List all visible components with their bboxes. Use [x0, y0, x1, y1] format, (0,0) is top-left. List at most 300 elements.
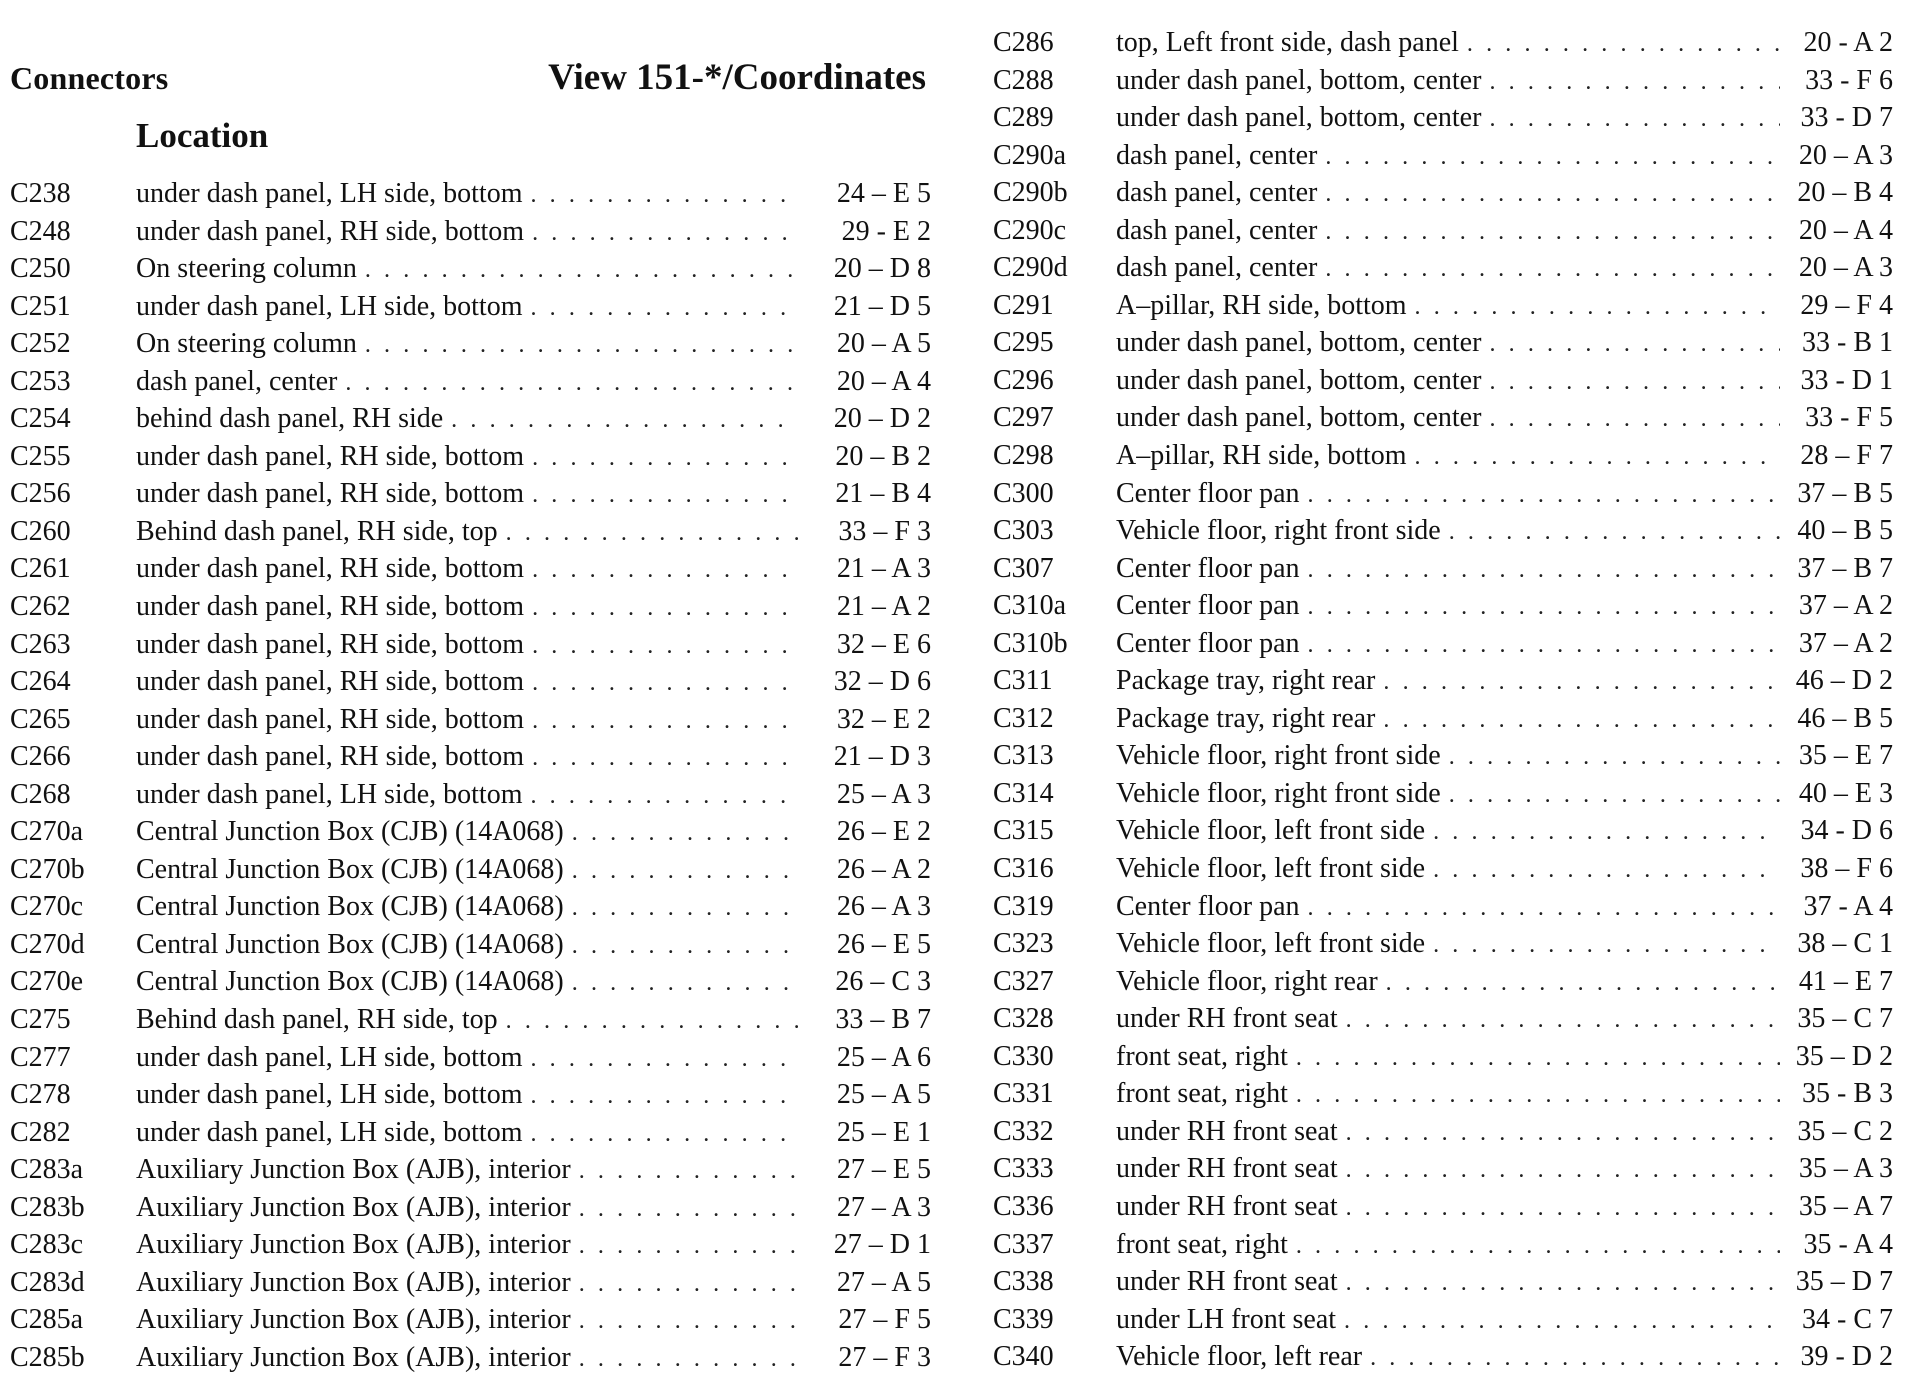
connector-location — [1116, 1000, 1780, 1040]
connector-row — [10, 851, 930, 889]
connector-id: C290a — [993, 139, 1067, 171]
connector-coordinate: 27 – E 5 — [836, 1154, 931, 1186]
connector-id: C278 — [10, 1079, 71, 1111]
connector-id: C270a — [10, 816, 84, 848]
connector-id: C251 — [10, 290, 71, 322]
dot-leader — [1296, 1228, 1780, 1266]
connectors-heading: Connectors — [10, 60, 169, 96]
connector-location — [136, 1189, 798, 1229]
connector-location — [136, 213, 798, 253]
connector-row — [993, 475, 1903, 513]
connector-row — [993, 249, 1903, 287]
connector-location — [136, 888, 798, 928]
connector-location — [1116, 475, 1780, 515]
connector-coordinate: 21 – A 2 — [836, 591, 931, 623]
connector-location — [136, 550, 798, 590]
connector-coordinate: 40 – E 3 — [1798, 777, 1893, 809]
connector-id: C313 — [993, 740, 1054, 772]
connector-row — [993, 137, 1903, 175]
connector-coordinate: 35 - B 3 — [1802, 1078, 1893, 1110]
connector-row — [10, 213, 930, 251]
connector-id: C290c — [993, 214, 1067, 246]
connector-id: C319 — [993, 890, 1054, 922]
connector-coordinate: 26 – C 3 — [835, 966, 931, 998]
dot-leader — [1308, 589, 1781, 627]
connector-location — [1116, 1301, 1780, 1341]
connector-id: C290b — [993, 177, 1068, 209]
connector-id: C283d — [10, 1266, 85, 1298]
connector-row — [10, 926, 930, 964]
connector-location-text: dash panel, center — [1116, 177, 1318, 209]
connector-location-text: under LH front seat — [1116, 1303, 1337, 1335]
connector-row — [993, 174, 1903, 212]
connector-location — [136, 438, 798, 478]
connector-id: C328 — [993, 1003, 1054, 1035]
dot-leader — [532, 477, 798, 515]
connector-coordinate: 20 – B 4 — [1797, 177, 1893, 209]
connector-location-text: under dash panel, RH side, bottom — [136, 478, 525, 510]
dot-leader — [1489, 326, 1780, 364]
dot-leader — [1308, 890, 1781, 928]
connector-row — [10, 1076, 930, 1114]
dot-leader — [365, 327, 798, 365]
dot-leader — [1370, 1340, 1780, 1378]
dot-leader — [1346, 1190, 1780, 1228]
connector-location-text: Behind dash panel, RH side, top — [136, 1004, 498, 1036]
connector-location — [136, 363, 798, 403]
connector-id: C265 — [10, 703, 71, 735]
connector-coordinate: 35 – D 2 — [1795, 1040, 1893, 1072]
connector-row — [993, 512, 1903, 550]
connector-row — [10, 626, 930, 664]
connector-row — [10, 400, 930, 438]
connector-row — [993, 737, 1903, 775]
connector-id: C260 — [10, 515, 71, 547]
connector-id: C255 — [10, 440, 71, 472]
connector-location-text: under dash panel, bottom, center — [1116, 102, 1482, 134]
dot-leader — [1449, 514, 1780, 552]
dot-leader — [1308, 477, 1781, 515]
connector-location — [136, 288, 798, 328]
connector-location — [136, 963, 798, 1003]
connector-location-text: under dash panel, bottom, center — [1116, 64, 1482, 96]
dot-leader — [1383, 702, 1780, 740]
connector-location-text: under RH front seat — [1116, 1153, 1338, 1185]
connector-coordinate: 35 – A 7 — [1798, 1190, 1893, 1222]
connector-coordinate: 38 – F 6 — [1800, 853, 1893, 885]
connector-location — [1116, 137, 1780, 177]
connector-row — [10, 1001, 930, 1039]
connector-location — [1116, 700, 1780, 740]
connector-row — [993, 850, 1903, 888]
dot-leader — [451, 402, 798, 440]
connector-location — [1116, 1150, 1780, 1190]
connector-location-text: under dash panel, bottom, center — [1116, 327, 1482, 359]
connector-location-text: under dash panel, RH side, bottom — [136, 553, 525, 585]
connector-id: C288 — [993, 64, 1054, 96]
connector-coordinate: 35 – A 3 — [1798, 1153, 1893, 1185]
connector-row — [993, 1263, 1903, 1301]
connector-location — [1116, 662, 1780, 702]
connector-location-text: Auxiliary Junction Box (AJB), interior — [136, 1304, 571, 1336]
dot-leader — [1433, 852, 1780, 890]
connector-location — [1116, 287, 1780, 327]
connector-coordinate: 34 - D 6 — [1800, 815, 1893, 847]
connector-row — [993, 1338, 1903, 1376]
connector-location — [1116, 737, 1780, 777]
connector-coordinate: 37 – B 7 — [1797, 552, 1893, 584]
connector-location-text: under dash panel, bottom, center — [1116, 364, 1482, 396]
connector-row — [10, 250, 930, 288]
dot-leader — [579, 1341, 798, 1379]
dot-leader — [530, 1041, 798, 1079]
connector-id: C270b — [10, 853, 85, 885]
connector-row — [10, 888, 930, 926]
connector-row — [993, 625, 1903, 663]
dot-leader — [572, 928, 798, 966]
connector-id: C290d — [993, 252, 1068, 284]
connector-location-text: front seat, right — [1116, 1228, 1288, 1260]
connector-id: C289 — [993, 102, 1054, 134]
connector-location — [1116, 775, 1780, 815]
connector-row — [993, 437, 1903, 475]
connector-location-text: Auxiliary Junction Box (AJB), interior — [136, 1229, 571, 1261]
dot-leader — [1467, 26, 1780, 64]
connector-id: C295 — [993, 327, 1054, 359]
connector-id: C270c — [10, 891, 84, 923]
connector-location-text: Auxiliary Junction Box (AJB), interior — [136, 1266, 571, 1298]
connector-coordinate: 21 – A 3 — [836, 553, 931, 585]
connector-id: C332 — [993, 1115, 1054, 1147]
connector-id: C338 — [993, 1266, 1054, 1298]
connector-location-text: Auxiliary Junction Box (AJB), interior — [136, 1191, 571, 1223]
connector-location-text: under dash panel, LH side, bottom — [136, 290, 523, 322]
connector-id: C311 — [993, 665, 1053, 697]
connector-id: C316 — [993, 853, 1054, 885]
connector-location-text: Central Junction Box (CJB) (14A068) — [136, 891, 564, 923]
connector-location-text: front seat, right — [1116, 1040, 1288, 1072]
connector-coordinate: 27 – D 1 — [833, 1229, 931, 1261]
dot-leader — [1344, 1303, 1780, 1341]
connector-location-text: Center floor pan — [1116, 590, 1300, 622]
connector-location-text: under dash panel, LH side, bottom — [136, 1079, 523, 1111]
connector-location — [1116, 437, 1780, 477]
connector-row — [993, 662, 1903, 700]
dot-leader — [1346, 1115, 1780, 1153]
connector-id: C238 — [10, 178, 71, 209]
connector-location-text: under dash panel, LH side, bottom — [136, 178, 523, 209]
connector-location-text: behind dash panel, RH side — [136, 403, 444, 435]
dot-leader — [1325, 176, 1780, 214]
connector-row — [993, 700, 1903, 738]
connector-location-text: Central Junction Box (CJB) (14A068) — [136, 853, 564, 885]
connector-row — [10, 513, 930, 551]
connector-location — [136, 513, 798, 553]
connector-coordinate: 39 - D 2 — [1800, 1341, 1893, 1373]
connector-location-text: under dash panel, RH side, bottom — [136, 666, 525, 698]
dot-leader — [572, 853, 798, 891]
connector-location-text: A–pillar, RH side, bottom — [1116, 289, 1407, 321]
dot-leader — [1489, 101, 1780, 139]
connector-id: C256 — [10, 478, 71, 510]
connector-row — [10, 701, 930, 739]
connector-coordinate: 20 – A 4 — [1798, 214, 1893, 246]
connector-location — [1116, 1226, 1780, 1266]
connector-row — [993, 362, 1903, 400]
connector-location-text: under dash panel, RH side, bottom — [136, 215, 525, 247]
dot-leader — [506, 515, 798, 553]
connector-id: C339 — [993, 1303, 1054, 1335]
connector-location-text: Auxiliary Junction Box (AJB), interior — [136, 1154, 571, 1186]
dot-leader — [532, 703, 798, 741]
location-heading: Location — [136, 116, 269, 155]
connector-id: C283c — [10, 1229, 84, 1261]
dot-leader — [365, 252, 798, 290]
connector-coordinate: 20 - A 2 — [1803, 27, 1893, 58]
connector-location-text: Vehicle floor, left front side — [1116, 815, 1426, 847]
connector-id: C262 — [10, 591, 71, 623]
connector-id: C286 — [993, 27, 1054, 58]
connector-coordinate: 33 – F 3 — [838, 515, 931, 547]
connector-id: C263 — [10, 628, 71, 660]
connector-location — [1116, 550, 1780, 590]
connector-id: C248 — [10, 215, 71, 247]
dot-leader — [532, 552, 798, 590]
connector-id: C315 — [993, 815, 1054, 847]
connector-coordinate: 25 – A 6 — [836, 1041, 931, 1073]
connector-row — [10, 663, 930, 701]
dot-leader — [530, 1078, 798, 1116]
connector-coordinate: 35 – C 7 — [1797, 1003, 1893, 1035]
connector-location-text: A–pillar, RH side, bottom — [1116, 440, 1407, 472]
connector-coordinate: 21 – D 3 — [833, 741, 931, 773]
dot-leader — [1296, 1077, 1780, 1115]
connector-location — [1116, 888, 1780, 928]
dot-leader — [1415, 439, 1780, 477]
dot-leader — [579, 1266, 798, 1304]
connector-row — [993, 1075, 1903, 1113]
connector-location — [136, 926, 798, 966]
dot-leader — [530, 290, 798, 328]
connector-row — [993, 287, 1903, 325]
connector-id: C314 — [993, 777, 1054, 809]
connector-location-text: under dash panel, RH side, bottom — [136, 591, 525, 623]
connector-id: C270e — [10, 966, 84, 998]
connector-location-text: under RH front seat — [1116, 1190, 1338, 1222]
connector-id: C330 — [993, 1040, 1054, 1072]
connector-row — [10, 550, 930, 588]
connector-coordinate: 21 – B 4 — [835, 478, 931, 510]
connector-coordinate: 20 – A 3 — [1798, 252, 1893, 284]
connector-location — [1116, 587, 1780, 627]
connector-coordinate: 37 – A 2 — [1798, 627, 1893, 659]
connector-location-text: under dash panel, RH side, bottom — [136, 741, 525, 773]
connector-coordinate: 25 – E 1 — [836, 1116, 931, 1148]
connector-location-text: Center floor pan — [1116, 890, 1300, 922]
connector-location-text: Auxiliary Junction Box (AJB), interior — [136, 1341, 571, 1373]
connector-location — [136, 663, 798, 703]
dot-leader — [1296, 1040, 1780, 1078]
dot-leader — [1325, 214, 1780, 252]
connector-coordinate: 21 – D 5 — [833, 290, 931, 322]
connector-id: C298 — [993, 440, 1054, 472]
dot-leader — [572, 890, 798, 928]
connector-id: C266 — [10, 741, 71, 773]
connector-coordinate: 26 – A 3 — [836, 891, 931, 923]
connector-location-text: dash panel, center — [1116, 139, 1318, 171]
connector-coordinate: 33 - D 7 — [1800, 102, 1893, 134]
connector-location — [136, 1001, 798, 1041]
connector-location — [1116, 174, 1780, 214]
connector-coordinate: 35 – E 7 — [1798, 740, 1893, 772]
connector-row — [993, 62, 1903, 100]
connector-location-text: under RH front seat — [1116, 1115, 1338, 1147]
connector-row — [10, 738, 930, 776]
connector-location — [1116, 812, 1780, 852]
connector-coordinate: 35 – D 7 — [1795, 1266, 1893, 1298]
connector-location-text: top, Left front side, dash panel — [1116, 27, 1459, 58]
connector-location — [1116, 249, 1780, 289]
connector-id: C285a — [10, 1304, 84, 1336]
connector-coordinate: 26 – E 5 — [836, 928, 931, 960]
connector-coordinate: 32 – D 6 — [833, 666, 931, 698]
dot-leader — [532, 440, 798, 478]
connector-id: C291 — [993, 289, 1054, 321]
connector-row — [10, 776, 930, 814]
connector-row — [993, 775, 1903, 813]
connector-location-text: Package tray, right rear — [1116, 665, 1376, 697]
connector-location — [1116, 850, 1780, 890]
connector-coordinate: 37 - A 4 — [1803, 890, 1893, 922]
connector-coordinate: 46 – D 2 — [1795, 665, 1893, 697]
connector-row — [993, 1226, 1903, 1264]
connector-coordinate: 29 – F 4 — [1800, 289, 1893, 321]
connector-location-text: Vehicle floor, left front side — [1116, 853, 1426, 885]
connector-location — [136, 776, 798, 816]
connector-coordinate: 33 - D 1 — [1800, 364, 1893, 396]
dot-leader — [1489, 364, 1780, 402]
connector-id: C296 — [993, 364, 1054, 396]
connector-id: C275 — [10, 1004, 71, 1036]
connector-coordinate: 46 – B 5 — [1797, 702, 1893, 734]
connector-row — [10, 813, 930, 851]
dot-leader — [532, 590, 798, 628]
connector-location-text: Vehicle floor, right rear — [1116, 965, 1378, 997]
connector-row — [993, 324, 1903, 362]
connector-row — [993, 24, 1903, 62]
connector-location — [136, 1264, 798, 1304]
connector-id: C336 — [993, 1190, 1054, 1222]
connector-location-text: dash panel, center — [1116, 214, 1318, 246]
dot-leader — [1433, 927, 1780, 965]
connector-location-text: under dash panel, RH side, bottom — [136, 628, 525, 660]
dot-leader — [345, 365, 798, 403]
connector-location-text: On steering column — [136, 328, 357, 360]
connector-id: C323 — [993, 928, 1054, 960]
connector-location-text: under dash panel, LH side, bottom — [136, 1041, 523, 1073]
connector-location-text: Vehicle floor, left front side — [1116, 928, 1426, 960]
connector-coordinate: 27 – A 3 — [836, 1191, 931, 1223]
connector-id: C331 — [993, 1078, 1054, 1110]
connector-coordinate: 25 – A 3 — [836, 778, 931, 810]
connector-location — [1116, 1188, 1780, 1228]
connector-coordinate: 29 - E 2 — [841, 215, 931, 247]
connector-location — [136, 1151, 798, 1191]
connector-row — [993, 1000, 1903, 1038]
dot-leader — [1383, 664, 1780, 702]
dot-leader — [1449, 739, 1780, 777]
connector-location — [136, 1114, 798, 1154]
connector-id: C340 — [993, 1341, 1054, 1373]
connector-location — [136, 1301, 798, 1341]
connector-row — [993, 399, 1903, 437]
connector-row — [10, 1189, 930, 1227]
connector-coordinate: 35 – C 2 — [1797, 1115, 1893, 1147]
dot-leader — [1415, 289, 1780, 327]
connector-id: C282 — [10, 1116, 71, 1148]
connector-row — [993, 963, 1903, 1001]
connector-location-text: Center floor pan — [1116, 552, 1300, 584]
connector-coordinate: 20 – B 2 — [835, 440, 931, 472]
connector-location — [1116, 1338, 1780, 1378]
connector-row — [10, 1301, 930, 1339]
connector-id: C252 — [10, 328, 71, 360]
connector-row — [10, 1114, 930, 1152]
connector-location — [136, 175, 798, 215]
connector-coordinate: 24 – E 5 — [836, 178, 931, 209]
connector-row — [993, 888, 1903, 926]
connector-location — [1116, 625, 1780, 665]
connector-location — [136, 400, 798, 440]
connector-coordinate: 26 – A 2 — [836, 853, 931, 885]
connector-location-text: under dash panel, RH side, bottom — [136, 440, 525, 472]
dot-leader — [579, 1153, 798, 1191]
connector-coordinate: 20 – D 2 — [833, 403, 931, 435]
connector-row — [993, 925, 1903, 963]
connector-row — [10, 1039, 930, 1077]
dot-leader — [1449, 777, 1780, 815]
connector-location — [1116, 1038, 1780, 1078]
dot-leader — [572, 965, 798, 1003]
dot-leader — [530, 177, 798, 215]
connector-location-text: front seat, right — [1116, 1078, 1288, 1110]
dot-leader — [1346, 1265, 1780, 1303]
connector-location-text: Central Junction Box (CJB) (14A068) — [136, 966, 564, 998]
connector-location — [1116, 62, 1780, 102]
dot-leader — [1346, 1002, 1780, 1040]
dot-leader — [1325, 139, 1780, 177]
connector-row — [993, 212, 1903, 250]
connector-row — [993, 1038, 1903, 1076]
dot-leader — [1386, 965, 1780, 1003]
connector-row — [993, 812, 1903, 850]
dot-leader — [579, 1228, 798, 1266]
left-connector-list — [10, 175, 930, 1377]
connector-coordinate: 26 – E 2 — [836, 816, 931, 848]
dot-leader — [530, 1116, 798, 1154]
connector-id: C310b — [993, 627, 1068, 659]
connector-id: C277 — [10, 1041, 71, 1073]
connector-location-text: Vehicle floor, right front side — [1116, 740, 1441, 772]
dot-leader — [1346, 1152, 1780, 1190]
connector-row — [993, 1188, 1903, 1226]
connector-id: C285b — [10, 1341, 85, 1373]
connector-location — [1116, 212, 1780, 252]
connector-location — [1116, 362, 1780, 402]
connector-id: C250 — [10, 253, 71, 285]
connector-coordinate: 33 - F 6 — [1805, 64, 1893, 96]
dot-leader — [1433, 814, 1780, 852]
